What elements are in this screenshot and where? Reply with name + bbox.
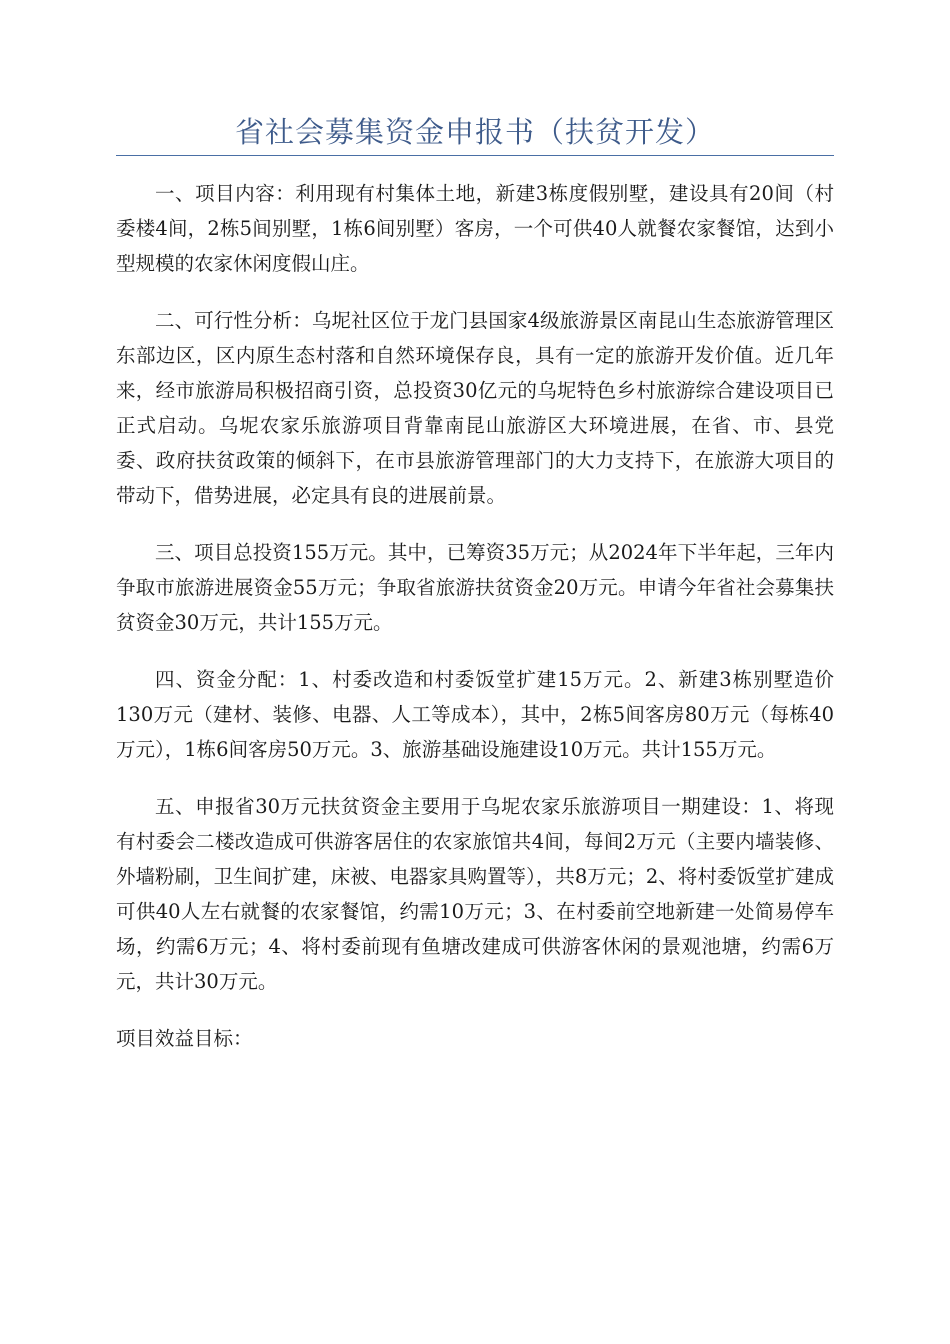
document-body xyxy=(116,176,834,1078)
paragraph-project-content: 一、项目内容：利用现有村集体土地，新建3栋度假别墅，建设具有20间（村委楼4间，2栋5间别墅，1栋6间别墅）客房，一个可供40人就餐农家餐馆，达到小型规模的农家休闲度假山庄。 xyxy=(116,182,834,275)
paragraph-feasibility-analysis: 二、可行性分析：乌坭社区位于龙门县国家4级旅游景区南昆山生态旅游管理区东部边区，区内原生态村落和自然环境保存良，具有一定的旅游开发价值。近几年来，经市旅游局积极招商引资，总投资30亿元的乌坭特色乡村旅游综合建设项目已正式启动。乌坭农家乐旅游项目背靠南昆山旅游区大环境进展，在省、市、县党委、政府扶贫政策的倾斜下，在市县旅游管理部门的大力支持下，在旅游大项目的带动下，借势进展，必定具有良的进展前景。 xyxy=(116,309,834,507)
paragraph-benefit-goals-heading: 项目效益目标： xyxy=(116,1027,253,1050)
document-title: 省社会募集资金申报书（扶贫开发） xyxy=(234,115,715,149)
title-underline xyxy=(116,155,834,156)
paragraph-total-investment: 三、项目总投资155万元。其中，已筹资35万元；从2024年下半年起，三年内争取市旅游进展资金55万元；争取省旅游扶贫资金20万元。申请今年省社会募集扶贫资金30万元，共计155万元。 xyxy=(116,541,834,634)
paragraph-fund-allocation: 四、资金分配：1、村委改造和村委饭堂扩建15万元。2、新建3栋别墅造价130万元（建材、装修、电器、人工等成本），其中，2栋5间客房80万元（每栋40万元），1栋6间客房50万元。3、旅游基础设施建设10万元。共计155万元。 xyxy=(116,668,834,761)
paragraph-fund-usage: 五、申报省30万元扶贫资金主要用于乌坭农家乐旅游项目一期建设：1、将现有村委会二楼改造成可供游客居住的农家旅馆共4间，每间2万元（主要内墙装修、外墙粉刷，卫生间扩建，床被、电器家具购置等），共8万元；2、将村委饭堂扩建成可供40人左右就餐的农家餐馆，约需10万元；3、在村委前空地新建一处简易停车场，约需6万元；4、将村委前现有鱼塘改建成可供游客休闲的景观池塘，约需6万元，共计30万元。 xyxy=(116,795,834,993)
